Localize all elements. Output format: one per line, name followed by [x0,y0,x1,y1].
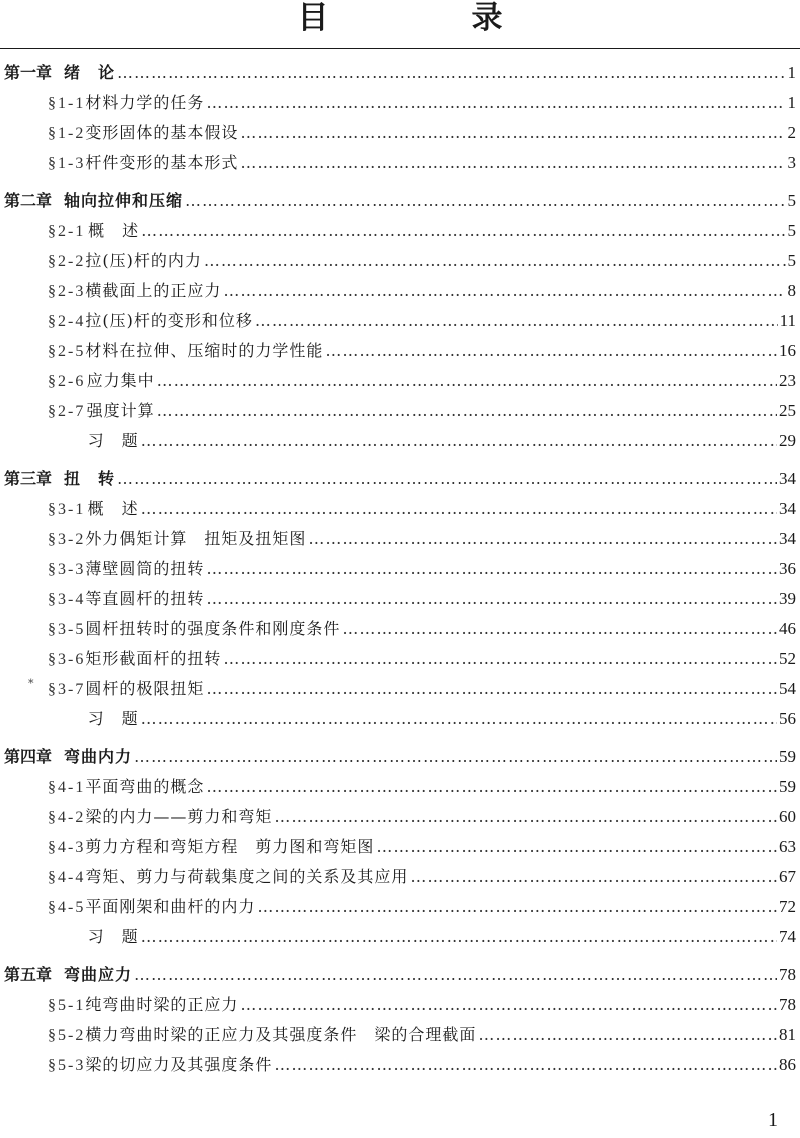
page-number: 5 [787,191,796,210]
section-entry[interactable] [0,148,800,178]
page-number: 8 [787,281,796,300]
dot-leader [478,1020,777,1050]
section-title: 平面弯曲的概念 [85,777,205,796]
section-title: 平面刚架和曲杆的内力 [85,897,256,916]
section-title: 材料在拉伸、压缩时的力学性能 [85,341,324,360]
section-entry[interactable] [0,584,800,614]
page-number: 59 [779,747,796,766]
section-title: 外力偶矩计算 扭矩及扭矩图 [85,529,307,548]
section-entry[interactable] [0,990,800,1020]
section-number: §5-3 [48,1057,86,1074]
chapter-block [0,186,800,456]
section-title: 横截面上的正应力 [85,281,222,300]
page-number: 16 [779,341,796,360]
section-entry[interactable] [0,644,800,674]
section-entry[interactable] [0,614,800,644]
page-folio: 1 [768,1109,778,1131]
page-number: 81 [779,1025,796,1044]
page-number: 52 [779,649,796,668]
dot-leader [141,704,777,734]
dot-leader [240,118,785,148]
section-entry[interactable] [0,1020,800,1050]
section-entry[interactable] [0,396,800,426]
dot-leader [141,426,777,456]
chapter-block [0,464,800,734]
section-number: §2-5 [48,343,86,360]
section-number: §4-2 [48,809,86,826]
chapter-entry[interactable] [0,58,800,88]
section-number: §3-6 [48,651,86,668]
dot-leader [240,990,777,1020]
page-number: 11 [779,311,796,330]
section-title: 拉(压)杆的变形和位移 [85,311,253,330]
page-number: 2 [787,123,796,142]
section-number: §4-5 [48,899,86,916]
page-number: 54 [779,679,796,698]
dot-leader [206,554,777,584]
dot-leader [342,614,777,644]
chapter-number: 第二章 [4,191,53,210]
dot-leader [117,58,785,88]
page-number: 3 [787,153,796,172]
page-number: 74 [779,927,796,946]
section-entry[interactable] [0,246,800,276]
optional-mark: * [28,677,34,690]
section-number: §5-1 [48,997,86,1014]
page-title: 目 录 [297,0,559,36]
section-entry[interactable] [0,366,800,396]
header-rule [0,48,800,49]
section-number: §2-3 [48,283,86,300]
exercises-entry[interactable] [0,704,800,734]
section-number: §3-1 [48,501,86,518]
section-title: 概 述 [87,499,139,518]
page-number: 78 [779,965,796,984]
chapter-title: 轴向拉伸和压缩 [64,191,184,210]
chapter-number: 第五章 [4,965,53,984]
chapter-entry[interactable] [0,186,800,216]
section-entry[interactable] [0,674,800,704]
section-entry[interactable] [0,892,800,922]
table-of-contents [0,58,800,1088]
section-title: 圆杆的极限扭矩 [85,679,205,698]
section-title: 杆件变形的基本形式 [85,153,239,172]
exercises-entry[interactable] [0,426,800,456]
section-entry[interactable] [0,306,800,336]
section-number: §1-2 [48,125,86,142]
section-title: 材料力学的任务 [85,93,205,112]
dot-leader [117,464,777,494]
section-title: 习 题 [87,431,139,450]
page-number: 29 [779,431,796,450]
section-entry[interactable] [0,832,800,862]
section-entry[interactable] [0,216,800,246]
section-number: §3-5 [48,621,86,638]
section-number: §5-2 [48,1027,86,1044]
page-number: 67 [779,867,796,886]
dot-leader [325,336,777,366]
dot-leader [240,148,785,178]
section-entry[interactable] [0,494,800,524]
section-title: 梁的切应力及其强度条件 [85,1055,273,1074]
dot-leader [157,366,777,396]
dot-leader [376,832,777,862]
section-number: §2-1 [48,223,86,240]
section-entry[interactable] [0,88,800,118]
chapter-block [0,960,800,1080]
section-number: §1-3 [48,155,86,172]
section-number: §2-7 [48,403,86,420]
page-number: 63 [779,837,796,856]
page-number: 34 [779,469,796,488]
section-title: 习 题 [87,709,139,728]
section-entry[interactable] [0,524,800,554]
dot-leader [255,306,778,336]
section-title: 应力集中 [86,371,155,390]
section-title: 变形固体的基本假设 [85,123,239,142]
dot-leader [274,802,777,832]
chapter-number: 第四章 [4,747,53,766]
dot-leader [206,584,777,614]
page-number: 5 [787,251,796,270]
exercises-entry[interactable] [0,922,800,952]
page-number: 46 [779,619,796,638]
section-title: 横力弯曲时梁的正应力及其强度条件 梁的合理截面 [85,1025,477,1044]
chapter-block [0,742,800,952]
page-number: 34 [779,499,796,518]
dot-leader [274,1050,777,1080]
dot-leader [223,276,785,306]
section-title: 概 述 [88,221,140,240]
chapter-title: 绪 论 [64,63,116,82]
section-title: 剪力方程和弯矩方程 剪力图和弯矩图 [85,837,375,856]
page-number: 25 [779,401,796,420]
page-number: 86 [779,1055,796,1074]
section-entry[interactable] [0,862,800,892]
section-entry[interactable] [0,118,800,148]
section-title: 拉(压)杆的内力 [85,251,202,270]
dot-leader [206,88,785,118]
dot-leader [206,674,777,704]
chapter-entry[interactable] [0,464,800,494]
section-title: 薄壁圆筒的扭转 [85,559,205,578]
chapter-number: 第一章 [4,63,53,82]
dot-leader [141,216,785,246]
chapter-block [0,58,800,178]
section-number: §3-4 [48,591,86,608]
chapter-entry[interactable] [0,742,800,772]
section-number: §3-3 [48,561,86,578]
page-number: 60 [779,807,796,826]
dot-leader [257,892,777,922]
dot-leader [141,922,777,952]
section-number: §1-1 [48,95,86,112]
dot-leader [134,742,777,772]
chapter-title: 弯曲内力 [64,747,133,766]
section-title: 矩形截面杆的扭转 [85,649,222,668]
dot-leader [204,246,786,276]
page-number: 36 [779,559,796,578]
section-entry[interactable] [0,276,800,306]
dot-leader [308,524,777,554]
section-title: 弯矩、剪力与荷载集度之间的关系及其应用 [85,867,409,886]
chapter-number: 第三章 [4,469,53,488]
section-number: §3-2 [48,531,86,548]
page-number: 39 [779,589,796,608]
dot-leader [206,772,777,802]
section-title: 纯弯曲时梁的正应力 [85,995,239,1014]
page-number: 78 [779,995,796,1014]
page-number: 56 [779,709,796,728]
section-entry[interactable] [0,1050,800,1080]
section-entry[interactable] [0,336,800,366]
page-number: 23 [779,371,796,390]
dot-leader [185,186,785,216]
page-number: 34 [779,529,796,548]
chapter-title: 扭 转 [64,469,116,488]
page-number: 5 [787,221,796,240]
section-entry[interactable] [0,554,800,584]
dot-leader [134,960,777,990]
section-title: 梁的内力——剪力和弯矩 [85,807,273,826]
page-number: 59 [779,777,796,796]
section-entry[interactable] [0,802,800,832]
dot-leader [223,644,777,674]
section-title: 习 题 [87,927,139,946]
section-number: §2-2 [48,253,86,270]
section-number: §2-4 [48,313,86,330]
section-number: §3-7 [48,681,86,698]
section-number: §4-4 [48,869,86,886]
section-title: 强度计算 [86,401,155,420]
dot-leader [410,862,777,892]
section-number: §2-6 [48,373,86,390]
section-number: §4-3 [48,839,86,856]
page-number: 1 [787,63,796,82]
section-number: §4-1 [48,779,86,796]
page-number: 72 [779,897,796,916]
page-number: 1 [787,93,796,112]
dot-leader [141,494,777,524]
chapter-title: 弯曲应力 [64,965,133,984]
chapter-entry[interactable] [0,960,800,990]
dot-leader [157,396,777,426]
section-entry[interactable] [0,772,800,802]
section-title: 圆杆扭转时的强度条件和刚度条件 [85,619,341,638]
section-title: 等直圆杆的扭转 [85,589,205,608]
